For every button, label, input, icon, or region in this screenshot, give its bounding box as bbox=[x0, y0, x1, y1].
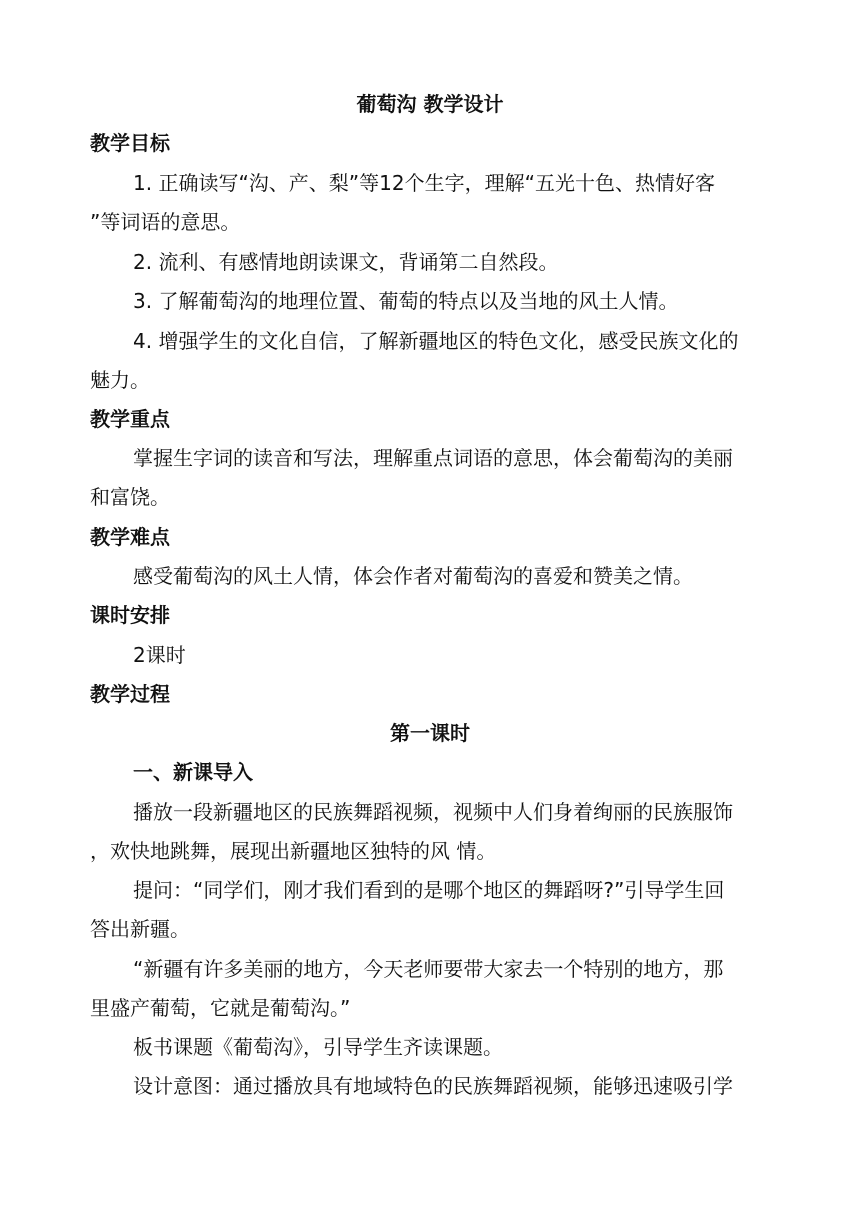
goal-4-line-2: 魅力。 bbox=[90, 368, 150, 392]
difficult-points-text: 感受葡萄沟的风土人情，体会作者对葡萄沟的喜爱和赞美之情。 bbox=[133, 564, 693, 588]
paragraph-3-line-2: 里盛产葡萄，它就是葡萄沟。” bbox=[90, 996, 351, 1020]
paragraph-3-line-1: “新疆有许多美丽的地方，今天老师要带大家去一个特别的地方，那 bbox=[133, 957, 724, 981]
paragraph-5: 设计意图：通过播放具有地域特色的民族舞蹈视频，能够迅速吸引学 bbox=[133, 1074, 733, 1098]
goal-2: 2. 流利、有感情地朗读课文，背诵第二自然段。 bbox=[133, 250, 559, 274]
heading-schedule: 课时安排 bbox=[90, 603, 170, 627]
heading-difficult-points: 教学难点 bbox=[90, 525, 170, 549]
heading-teaching-goals: 教学目标 bbox=[90, 131, 170, 155]
paragraph-2-line-2: 答出新疆。 bbox=[90, 917, 190, 941]
key-points-line-1: 掌握生字词的读音和写法，理解重点词语的意思，体会葡萄沟的美丽 bbox=[133, 446, 733, 470]
heading-teaching-process: 教学过程 bbox=[90, 682, 170, 706]
paragraph-4: 板书课题《葡萄沟》，引导学生齐读课题。 bbox=[133, 1035, 503, 1059]
goal-3: 3. 了解葡萄沟的地理位置、葡萄的特点以及当地的风土人情。 bbox=[133, 289, 679, 313]
paragraph-1-line-1: 播放一段新疆地区的民族舞蹈视频，视频中人们身着绚丽的民族服饰 bbox=[133, 800, 733, 824]
paragraph-2-line-1: 提问：“同学们，刚才我们看到的是哪个地区的舞蹈呀?”引导学生回 bbox=[133, 878, 725, 902]
section-new-lesson-intro: 一、新课导入 bbox=[133, 760, 253, 784]
key-points-line-2: 和富饶。 bbox=[90, 485, 170, 509]
paragraph-1-line-2: ，欢快地跳舞，展现出新疆地区独特的风 情。 bbox=[90, 839, 497, 863]
lesson-1-title: 第一课时 bbox=[390, 721, 470, 745]
goal-1-line-2: ”等词语的意思。 bbox=[90, 210, 241, 234]
schedule-text: 2课时 bbox=[133, 643, 186, 667]
goal-4-line-1: 4. 增强学生的文化自信，了解新疆地区的特色文化，感受民族文化的 bbox=[133, 329, 739, 353]
document-title: 葡萄沟 教学设计 bbox=[356, 92, 504, 116]
heading-key-points: 教学重点 bbox=[90, 407, 170, 431]
goal-1-line-1: 1. 正确读写“沟、产、梨”等12个生字，理解“五光十色、热情好客 bbox=[133, 171, 715, 195]
